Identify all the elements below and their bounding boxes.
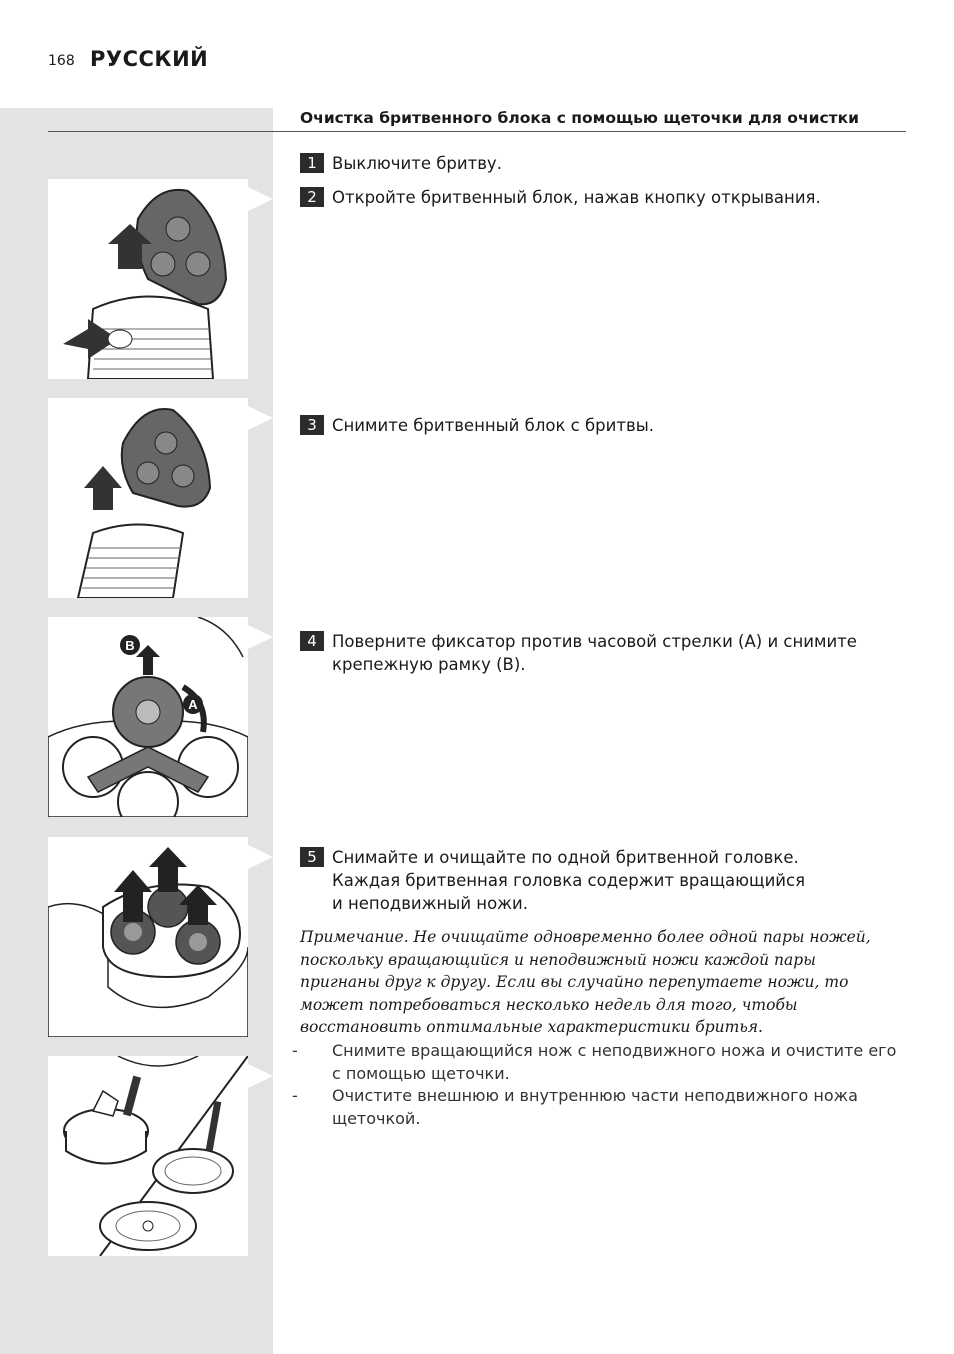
- bullet-dash: -: [292, 1041, 298, 1060]
- note-text: Примечание. Не очищайте одновременно более одной пары ножей, поскольку вращающийся и неподвижный ножи каждой пары пригнаны друг к другу. Если вы случайно перепутаете ножи, то может потребоваться несколько недель для того, чтобы восстановить оптимальные характеристики бритья.: [300, 928, 871, 1036]
- figure-brush-cleaning: [48, 1056, 248, 1256]
- step-text: Поверните фиксатор против часовой стрелки (A) и снимите крепежную рамку (B).: [332, 632, 857, 674]
- step-text: Снимайте и очищайте по одной бритвенной головке. Каждая бритвенная головка содержит вращающийся и неподвижный ножи.: [332, 848, 806, 913]
- step-4: [300, 630, 875, 676]
- step-number: 5: [300, 847, 324, 867]
- bullet-item: [292, 1085, 902, 1130]
- step-text: Выключите бритву.: [332, 154, 502, 173]
- step-2: [300, 186, 900, 209]
- step-number: 1: [300, 153, 324, 173]
- step-text: Откройте бритвенный блок, нажав кнопку открывания.: [332, 188, 821, 207]
- figure-pointer: [248, 406, 273, 430]
- language-title: РУССКИЙ: [90, 47, 209, 71]
- step-1: [300, 152, 900, 175]
- step-number: 4: [300, 631, 324, 651]
- figure-pointer: [248, 1064, 273, 1088]
- figure-pointer: [248, 845, 273, 869]
- figure-pointer: [248, 625, 273, 649]
- page-number: 168: [48, 53, 75, 69]
- label-a: A: [188, 697, 198, 712]
- step-text: Снимите бритвенный блок с бритвы.: [332, 416, 654, 435]
- figure-remove-shaving-unit: [48, 398, 248, 598]
- bullet-dash: -: [292, 1086, 298, 1105]
- bullet-text: Очистите внешнюю и внутреннюю части неподвижного ножа щеточкой.: [332, 1086, 858, 1128]
- step-5: [300, 846, 820, 915]
- figure-shaving-heads: [48, 837, 248, 1037]
- bullet-text: Снимите вращающийся нож с неподвижного ножа и очистите его с помощью щеточки.: [332, 1041, 897, 1083]
- figure-pointer: [248, 187, 273, 211]
- step-3: [300, 414, 900, 437]
- section-title: Очистка бритвенного блока с помощью щеточки для очистки: [300, 109, 859, 127]
- bullet-item: [292, 1040, 902, 1085]
- label-b: B: [125, 638, 135, 653]
- figure-retaining-frame: [48, 617, 248, 817]
- header-rule: [48, 131, 906, 132]
- figure-open-shaving-unit: [48, 179, 248, 379]
- step-number: 3: [300, 415, 324, 435]
- step-number: 2: [300, 187, 324, 207]
